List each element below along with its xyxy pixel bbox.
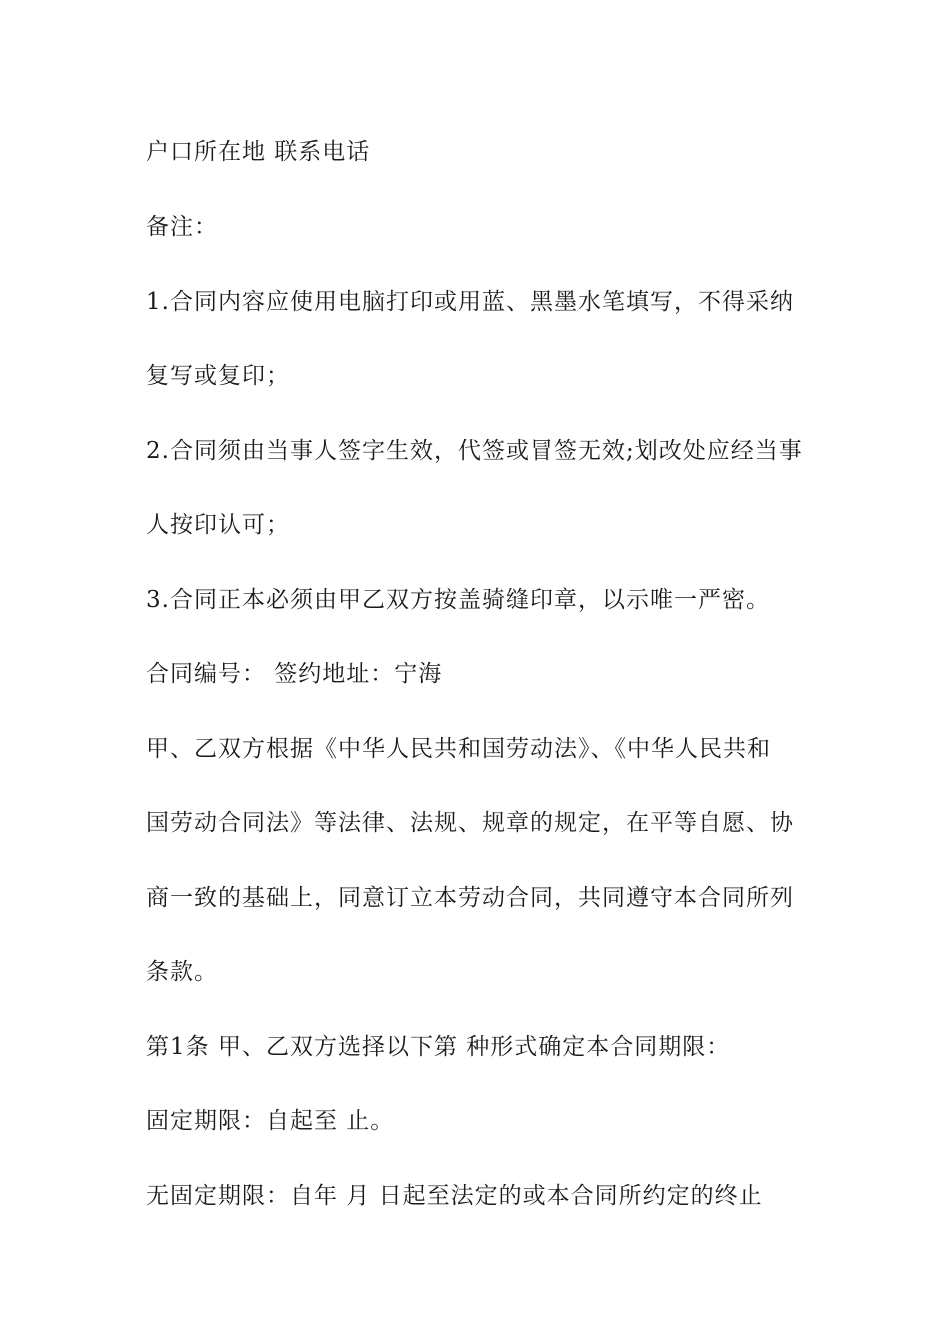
open-ended-term-line: 无固定期限：自年 月 日起至法定的或本合同所约定的终止 — [146, 1183, 763, 1209]
fixed-term-line: 固定期限：自起至 止。 — [146, 1108, 395, 1134]
residence-phone-line: 户口所在地 联系电话 — [146, 139, 371, 165]
contract-number-address-line: 合同编号： 签约地址：宁海 — [146, 661, 443, 687]
remark-2-line-1: 2.合同须由当事人签字生效，代签或冒签无效;划改处应经当事 — [146, 438, 803, 464]
preamble-line-2: 国劳动合同法》等法律、法规、规章的规定，在平等自愿、协 — [146, 810, 794, 836]
remark-3-line: 3.合同正本必须由甲乙双方按盖骑缝印章，以示唯一严密。 — [146, 587, 770, 613]
remark-2-line-2: 人按印认可； — [146, 512, 290, 538]
article-1-heading: 第1条 甲、乙双方选择以下第 种形式确定本合同期限： — [146, 1034, 731, 1060]
preamble-line-1: 甲、乙双方根据《中华人民共和国劳动法》、《中华人民共和 — [146, 736, 771, 762]
preamble-line-4: 条款。 — [146, 959, 218, 985]
remark-1-line-1: 1.合同内容应使用电脑打印或用蓝、黑墨水笔填写，不得采纳 — [146, 289, 794, 315]
preamble-line-3: 商一致的基础上，同意订立本劳动合同，共同遵守本合同所列 — [146, 885, 794, 911]
remark-1-line-2: 复写或复印； — [146, 363, 290, 389]
remarks-heading: 备注： — [146, 214, 218, 240]
